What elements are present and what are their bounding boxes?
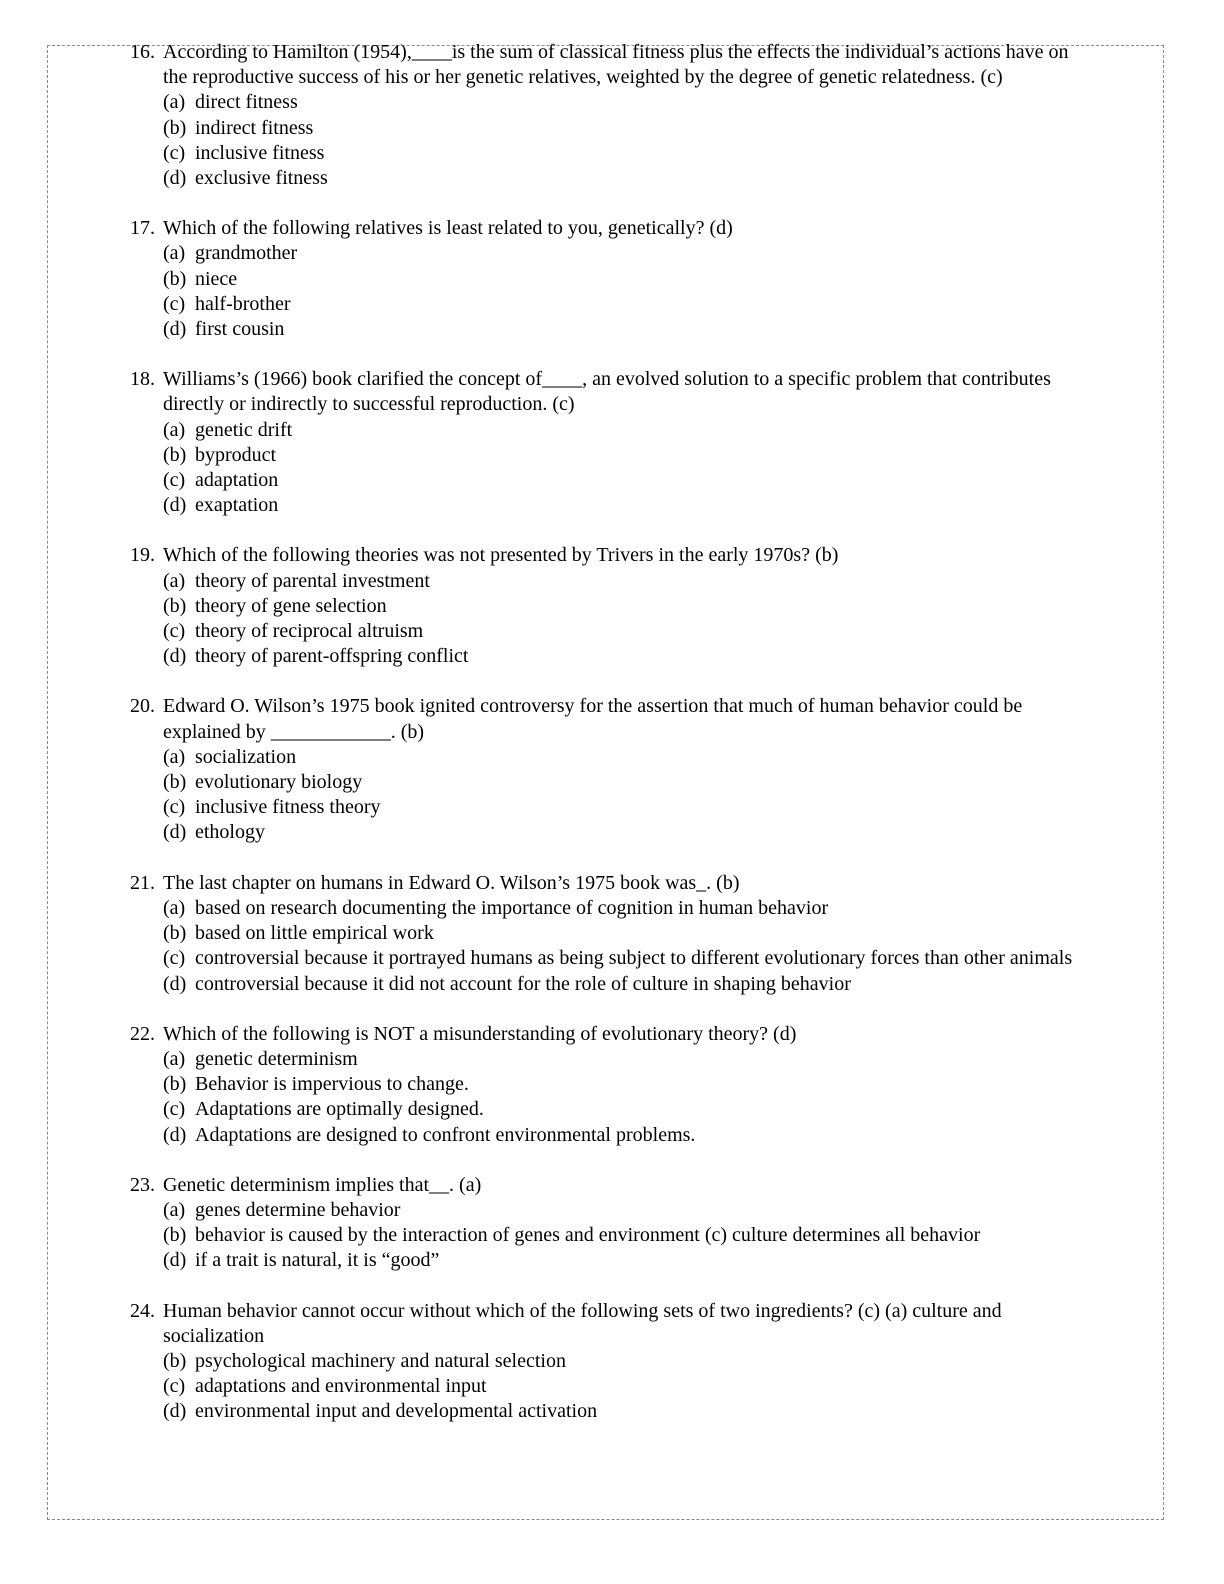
answer-option <box>163 795 1090 820</box>
answer-option <box>163 619 1090 644</box>
answer-option <box>163 1223 1090 1248</box>
answer-options <box>163 745 1090 846</box>
answer-option <box>163 1399 1090 1424</box>
option-letter: (b) <box>163 1224 187 1247</box>
option-text: behavior is caused by the interaction of genes and environment (c) culture determines all behavior <box>195 1224 981 1247</box>
answer-option <box>163 1047 1090 1072</box>
option-letter: (c) <box>163 1098 186 1121</box>
option-letter: (a) <box>163 242 186 265</box>
option-letter: (a) <box>163 896 186 919</box>
question-text: According to Hamilton (1954),____is the sum of classical fitness plus the effects the individual’s actions have on the reproductive success of his or her genetic relatives, weighted by the degree of genetic relatedness. (c) <box>163 41 1069 89</box>
option-text: environmental input and developmental activation <box>195 1400 598 1423</box>
option-letter: (d) <box>163 1249 187 1272</box>
option-letter: (a) <box>163 745 186 768</box>
option-letter: (c) <box>163 1375 186 1398</box>
question-stem <box>130 871 1090 896</box>
option-letter: (d) <box>163 167 187 190</box>
question-stem <box>130 367 1090 417</box>
option-text: theory of parent-offspring conflict <box>195 645 469 668</box>
question-number: 16. <box>130 41 155 63</box>
option-text: exaptation <box>195 494 279 517</box>
question-19 <box>130 543 1090 669</box>
question-stem <box>130 1022 1090 1047</box>
option-letter: (c) <box>163 796 186 819</box>
answer-options <box>163 896 1090 997</box>
question-number: 23. <box>130 1173 155 1196</box>
answer-option <box>163 317 1090 342</box>
option-text: Adaptations are optimally designed. <box>195 1098 484 1121</box>
answer-option <box>163 1097 1090 1122</box>
question-stem <box>130 1173 1090 1198</box>
answer-option <box>163 90 1090 115</box>
answer-option <box>163 116 1090 141</box>
option-text: theory of reciprocal altruism <box>195 620 424 643</box>
option-text: Adaptations are designed to confront environmental problems. <box>195 1123 696 1146</box>
question-16 <box>130 40 1090 191</box>
answer-option <box>163 770 1090 795</box>
answer-option <box>163 292 1090 317</box>
answer-option <box>163 1198 1090 1223</box>
option-text: controversial because it did not account for the role of culture in shaping behavior <box>195 972 851 995</box>
answer-option <box>163 141 1090 166</box>
option-text: first cousin <box>195 318 285 341</box>
option-letter: (d) <box>163 645 187 668</box>
option-letter: (d) <box>163 1123 187 1146</box>
option-letter: (c) <box>163 141 186 164</box>
option-letter: (b) <box>163 116 187 139</box>
option-letter: (c) <box>163 947 186 970</box>
option-letter: (a) <box>163 418 186 441</box>
option-letter: (c) <box>163 292 186 315</box>
answer-option <box>163 921 1090 946</box>
option-letter: (d) <box>163 821 187 844</box>
question-number: 24. <box>130 1299 155 1322</box>
question-text: Williams’s (1966) book clarified the concept of____, an evolved solution to a specific problem that contributes directly or indirectly to successful reproduction. (c) <box>163 368 1051 416</box>
option-letter: (b) <box>163 922 187 945</box>
answer-option <box>163 1374 1090 1399</box>
option-letter: (d) <box>163 494 187 517</box>
option-letter: (d) <box>163 972 187 995</box>
question-stem <box>130 216 1090 241</box>
question-number: 20. <box>130 695 155 718</box>
option-text: adaptations and environmental input <box>195 1375 487 1398</box>
option-text: inclusive fitness theory <box>195 796 381 819</box>
answer-option <box>163 1072 1090 1097</box>
question-stem <box>130 1299 1090 1349</box>
answer-option <box>163 166 1090 191</box>
option-letter: (b) <box>163 267 187 290</box>
option-letter: (b) <box>163 1073 187 1096</box>
question-stem <box>130 40 1090 90</box>
option-text: controversial because it portrayed humans as being subject to different evolutionary forces than other animals <box>195 947 1073 970</box>
option-letter: (a) <box>163 91 186 114</box>
answer-option <box>163 644 1090 669</box>
question-list <box>130 40 1090 1450</box>
option-text: genetic drift <box>195 418 293 441</box>
question-20 <box>130 694 1090 845</box>
option-text: socialization <box>195 745 297 768</box>
option-text: grandmother <box>195 242 298 265</box>
answer-option <box>163 267 1090 292</box>
answer-option <box>163 745 1090 770</box>
answer-option <box>163 569 1090 594</box>
question-17 <box>130 216 1090 342</box>
option-text: based on research documenting the importance of cognition in human behavior <box>195 896 829 919</box>
option-text: if a trait is natural, it is “good” <box>195 1249 440 1272</box>
answer-options <box>163 1047 1090 1148</box>
option-text: psychological machinery and natural selection <box>195 1349 566 1372</box>
answer-options <box>163 241 1090 342</box>
question-number: 21. <box>130 871 155 894</box>
question-24 <box>130 1299 1090 1425</box>
question-21 <box>130 871 1090 997</box>
option-letter: (b) <box>163 1349 187 1372</box>
option-text: theory of parental investment <box>195 569 430 592</box>
answer-option <box>163 946 1090 971</box>
option-text: indirect fitness <box>195 116 314 139</box>
answer-options <box>163 418 1090 519</box>
answer-option <box>163 896 1090 921</box>
answer-option <box>163 443 1090 468</box>
option-letter: (d) <box>163 318 187 341</box>
question-text: Which of the following is NOT a misunderstanding of evolutionary theory? (d) <box>163 1022 797 1045</box>
option-letter: (a) <box>163 1047 186 1070</box>
option-text: based on little empirical work <box>195 922 434 945</box>
answer-option <box>163 594 1090 619</box>
answer-option <box>163 468 1090 493</box>
option-letter: (b) <box>163 771 187 794</box>
option-text: half-brother <box>195 292 291 315</box>
option-letter: (c) <box>163 620 186 643</box>
option-text: niece <box>195 267 238 290</box>
option-letter: (c) <box>163 469 186 492</box>
option-text: direct fitness <box>195 91 298 114</box>
question-22 <box>130 1022 1090 1148</box>
option-text: inclusive fitness <box>195 141 325 164</box>
question-23 <box>130 1173 1090 1274</box>
option-letter: (a) <box>163 1198 186 1221</box>
answer-option <box>163 972 1090 997</box>
question-text: Which of the following theories was not presented by Trivers in the early 1970s? (b) <box>163 544 839 567</box>
answer-options <box>163 1349 1090 1425</box>
question-text: The last chapter on humans in Edward O. Wilson’s 1975 book was_. (b) <box>163 871 740 894</box>
option-letter: (a) <box>163 569 186 592</box>
answer-option <box>163 820 1090 845</box>
answer-options <box>163 90 1090 191</box>
option-text: Behavior is impervious to change. <box>195 1073 469 1096</box>
question-text: Which of the following relatives is least related to you, genetically? (d) <box>163 217 733 240</box>
answer-option <box>163 241 1090 266</box>
question-text: Genetic determinism implies that__. (a) <box>163 1173 482 1196</box>
answer-option <box>163 493 1090 518</box>
question-number: 19. <box>130 544 155 567</box>
option-text: byproduct <box>195 443 277 466</box>
option-text: exclusive fitness <box>195 167 328 190</box>
answer-option <box>163 418 1090 443</box>
question-stem <box>130 543 1090 568</box>
option-letter: (b) <box>163 594 187 617</box>
answer-options <box>163 1198 1090 1274</box>
option-text: theory of gene selection <box>195 594 387 617</box>
question-number: 18. <box>130 368 155 391</box>
question-18 <box>130 367 1090 518</box>
option-text: adaptation <box>195 469 279 492</box>
option-text: ethology <box>195 821 265 844</box>
answer-option <box>163 1248 1090 1273</box>
option-text: genes determine behavior <box>195 1198 401 1221</box>
option-letter: (d) <box>163 1400 187 1423</box>
answer-option <box>163 1123 1090 1148</box>
question-text: Human behavior cannot occur without which of the following sets of two ingredients? (c) (a) culture and socialization <box>163 1299 1002 1347</box>
answer-option <box>163 1349 1090 1374</box>
question-stem <box>130 694 1090 744</box>
question-text: Edward O. Wilson’s 1975 book ignited controversy for the assertion that much of human behavior could be explained by ____________. (b) <box>163 695 1023 743</box>
option-text: evolutionary biology <box>195 771 363 794</box>
answer-options <box>163 569 1090 670</box>
question-number: 22. <box>130 1022 155 1045</box>
question-number: 17. <box>130 217 155 240</box>
option-letter: (b) <box>163 443 187 466</box>
option-text: genetic determinism <box>195 1047 358 1070</box>
